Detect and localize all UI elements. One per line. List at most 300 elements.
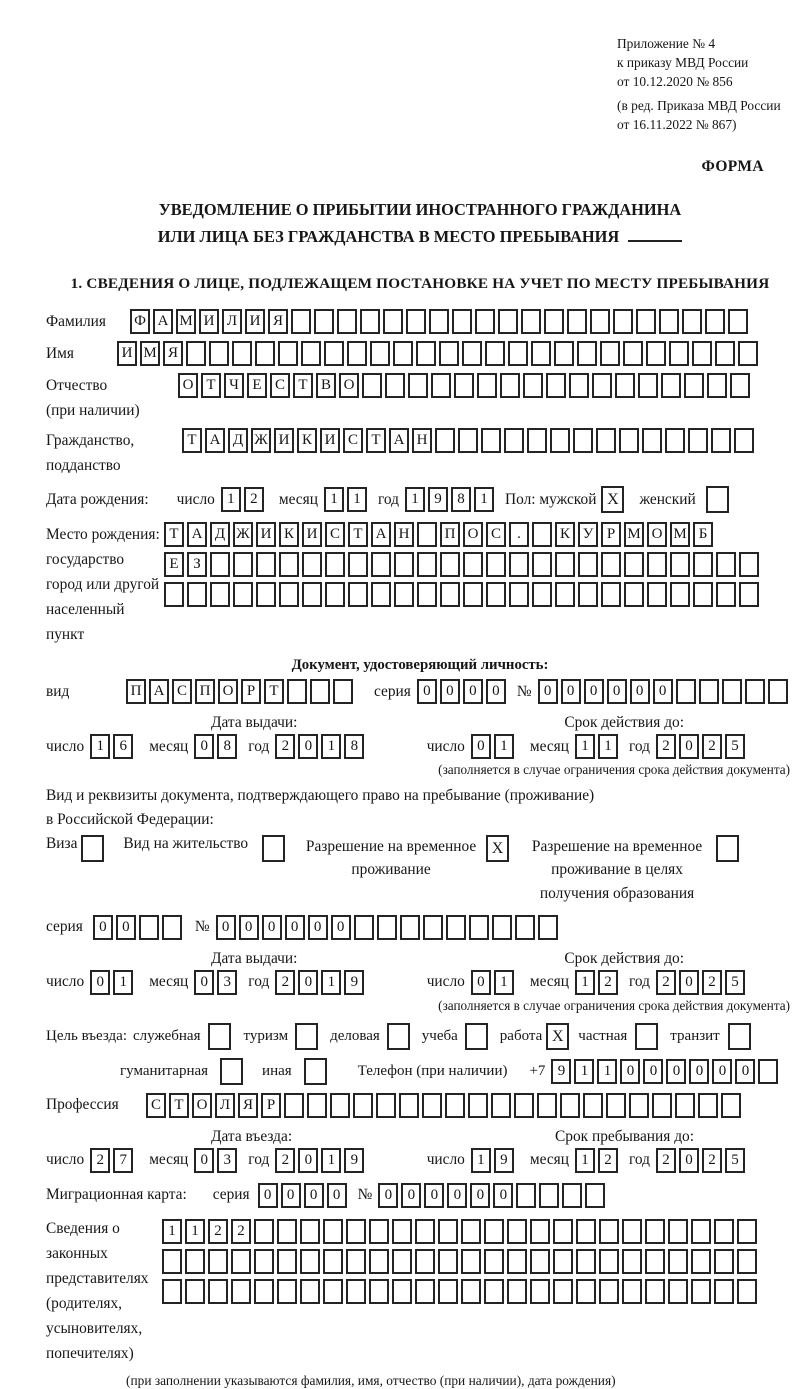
char-box[interactable]: Д (228, 428, 248, 453)
char-box[interactable] (369, 1219, 389, 1244)
char-box[interactable]: 1 (494, 734, 514, 759)
char-box[interactable]: А (153, 309, 173, 334)
char-box[interactable]: 2 (702, 734, 722, 759)
char-box[interactable] (492, 915, 512, 940)
char-box[interactable]: 0 (239, 915, 259, 940)
char-box[interactable]: 2 (244, 487, 264, 512)
char-box[interactable] (475, 309, 495, 334)
char-box[interactable]: 1 (575, 970, 595, 995)
char-box[interactable] (431, 373, 451, 398)
char-box[interactable] (463, 582, 483, 607)
char-box[interactable]: О (463, 522, 483, 547)
char-box[interactable]: 2 (208, 1219, 228, 1244)
char-box[interactable] (692, 341, 712, 366)
char-box[interactable] (337, 309, 357, 334)
char-box[interactable] (323, 1249, 343, 1274)
char-box[interactable]: 2 (275, 970, 295, 995)
char-box[interactable]: 1 (471, 1148, 491, 1173)
char-box[interactable] (645, 1219, 665, 1244)
char-box[interactable] (514, 1093, 534, 1118)
char-box[interactable] (139, 915, 159, 940)
char-box[interactable] (728, 309, 748, 334)
char-box[interactable] (659, 309, 679, 334)
char-box[interactable] (162, 1279, 182, 1304)
char-box[interactable] (599, 1219, 619, 1244)
char-box[interactable] (537, 1093, 557, 1118)
char-box[interactable] (385, 373, 405, 398)
char-box[interactable] (691, 1249, 711, 1274)
char-box[interactable]: М (624, 522, 644, 547)
char-box[interactable] (670, 582, 690, 607)
char-box[interactable] (186, 341, 206, 366)
char-box[interactable] (408, 373, 428, 398)
char-box[interactable] (745, 679, 765, 704)
char-box[interactable]: Т (264, 679, 284, 704)
char-box[interactable]: С (172, 679, 192, 704)
char-box[interactable]: 1 (221, 487, 241, 512)
char-box[interactable]: 2 (275, 1148, 295, 1173)
char-box[interactable] (739, 552, 759, 577)
char-box[interactable] (737, 1219, 757, 1244)
char-box[interactable] (636, 309, 656, 334)
char-box[interactable] (422, 1093, 442, 1118)
char-box[interactable]: 1 (321, 734, 341, 759)
char-box[interactable]: Р (601, 522, 621, 547)
char-box[interactable] (387, 1023, 410, 1050)
char-box[interactable] (162, 1249, 182, 1274)
char-box[interactable]: 0 (308, 915, 328, 940)
char-box[interactable] (278, 341, 298, 366)
char-box[interactable] (302, 552, 322, 577)
char-box[interactable] (333, 679, 353, 704)
char-box[interactable]: 0 (298, 970, 318, 995)
char-box[interactable] (461, 1219, 481, 1244)
char-box[interactable]: 0 (90, 970, 110, 995)
char-box[interactable] (469, 915, 489, 940)
char-box[interactable]: Т (366, 428, 386, 453)
char-box[interactable]: З (187, 552, 207, 577)
char-box[interactable]: О (178, 373, 198, 398)
char-box[interactable] (277, 1279, 297, 1304)
char-box[interactable]: 1 (597, 1059, 617, 1084)
char-box[interactable]: 0 (653, 679, 673, 704)
char-box[interactable]: П (195, 679, 215, 704)
char-box[interactable] (307, 1093, 327, 1118)
char-box[interactable] (706, 486, 729, 513)
char-box[interactable] (623, 341, 643, 366)
char-box[interactable] (507, 1219, 527, 1244)
char-box[interactable] (523, 373, 543, 398)
char-box[interactable] (578, 552, 598, 577)
char-box[interactable] (516, 1183, 536, 1208)
char-box[interactable]: . (509, 522, 529, 547)
char-box[interactable] (440, 582, 460, 607)
char-box[interactable]: Н (394, 522, 414, 547)
char-box[interactable] (699, 679, 719, 704)
char-box[interactable] (716, 552, 736, 577)
char-box[interactable]: П (126, 679, 146, 704)
char-box[interactable] (714, 1249, 734, 1274)
char-box[interactable] (599, 1249, 619, 1274)
char-box[interactable] (302, 582, 322, 607)
char-box[interactable] (210, 552, 230, 577)
char-box[interactable] (162, 915, 182, 940)
char-box[interactable] (642, 428, 662, 453)
char-box[interactable]: 0 (620, 1059, 640, 1084)
char-box[interactable] (578, 582, 598, 607)
char-box[interactable]: 0 (486, 679, 506, 704)
char-box[interactable] (210, 582, 230, 607)
char-box[interactable]: Н (412, 428, 432, 453)
char-box[interactable] (635, 1023, 658, 1050)
char-box[interactable]: Д (210, 522, 230, 547)
char-box[interactable]: К (297, 428, 317, 453)
char-box[interactable]: К (279, 522, 299, 547)
char-box[interactable] (393, 341, 413, 366)
char-box[interactable]: 1 (575, 734, 595, 759)
char-box[interactable] (233, 582, 253, 607)
char-box[interactable] (377, 915, 397, 940)
char-box[interactable] (606, 1093, 626, 1118)
char-box[interactable] (669, 341, 689, 366)
char-box[interactable] (758, 1059, 778, 1084)
char-box[interactable]: Я (268, 309, 288, 334)
char-box[interactable] (583, 1093, 603, 1118)
char-box[interactable] (668, 1279, 688, 1304)
char-box[interactable] (569, 373, 589, 398)
char-box[interactable] (392, 1219, 412, 1244)
char-box[interactable] (461, 1249, 481, 1274)
char-box[interactable]: Е (247, 373, 267, 398)
char-box[interactable]: А (187, 522, 207, 547)
char-box[interactable]: 0 (471, 734, 491, 759)
char-box[interactable] (417, 552, 437, 577)
char-box[interactable]: 0 (679, 734, 699, 759)
char-box[interactable]: 9 (428, 487, 448, 512)
char-box[interactable]: 1 (494, 970, 514, 995)
char-box[interactable] (665, 428, 685, 453)
char-box[interactable] (596, 428, 616, 453)
char-box[interactable] (477, 373, 497, 398)
char-box[interactable] (521, 309, 541, 334)
char-box[interactable] (530, 1219, 550, 1244)
char-box[interactable]: 5 (725, 970, 745, 995)
char-box[interactable]: В (316, 373, 336, 398)
char-box[interactable] (500, 373, 520, 398)
char-box[interactable]: Т (182, 428, 202, 453)
char-box[interactable]: 0 (679, 1148, 699, 1173)
char-box[interactable] (371, 582, 391, 607)
char-box[interactable]: 9 (344, 970, 364, 995)
char-box[interactable] (347, 341, 367, 366)
char-box[interactable] (622, 1279, 642, 1304)
char-box[interactable]: Ж (233, 522, 253, 547)
char-box[interactable]: X (601, 486, 624, 513)
char-box[interactable]: М (140, 341, 160, 366)
char-box[interactable] (417, 522, 437, 547)
char-box[interactable] (484, 1219, 504, 1244)
char-box[interactable]: 0 (331, 915, 351, 940)
char-box[interactable]: 1 (598, 734, 618, 759)
char-box[interactable] (369, 1279, 389, 1304)
char-box[interactable]: 1 (324, 487, 344, 512)
char-box[interactable]: 1 (347, 487, 367, 512)
char-box[interactable] (555, 582, 575, 607)
char-box[interactable] (553, 1219, 573, 1244)
char-box[interactable] (323, 1219, 343, 1244)
char-box[interactable]: 8 (217, 734, 237, 759)
char-box[interactable]: О (218, 679, 238, 704)
char-box[interactable] (325, 552, 345, 577)
char-box[interactable] (531, 341, 551, 366)
char-box[interactable]: 0 (471, 970, 491, 995)
char-box[interactable] (647, 552, 667, 577)
char-box[interactable] (661, 373, 681, 398)
char-box[interactable] (300, 1219, 320, 1244)
char-box[interactable]: П (440, 522, 460, 547)
char-box[interactable]: О (339, 373, 359, 398)
char-box[interactable] (629, 1093, 649, 1118)
char-box[interactable]: Е (164, 552, 184, 577)
char-box[interactable] (509, 552, 529, 577)
char-box[interactable]: 0 (298, 1148, 318, 1173)
char-box[interactable] (208, 1249, 228, 1274)
char-box[interactable]: Я (163, 341, 183, 366)
char-box[interactable]: 9 (551, 1059, 571, 1084)
char-box[interactable]: Р (261, 1093, 281, 1118)
char-box[interactable] (698, 1093, 718, 1118)
char-box[interactable]: 2 (702, 1148, 722, 1173)
char-box[interactable] (256, 552, 276, 577)
char-box[interactable] (485, 341, 505, 366)
char-box[interactable] (530, 1279, 550, 1304)
char-box[interactable] (508, 341, 528, 366)
char-box[interactable] (81, 835, 104, 862)
char-box[interactable] (507, 1249, 527, 1274)
char-box[interactable] (532, 522, 552, 547)
char-box[interactable] (287, 679, 307, 704)
char-box[interactable]: Л (215, 1093, 235, 1118)
char-box[interactable] (417, 582, 437, 607)
char-box[interactable] (465, 1023, 488, 1050)
char-box[interactable] (256, 582, 276, 607)
char-box[interactable] (360, 309, 380, 334)
char-box[interactable] (300, 1249, 320, 1274)
char-box[interactable]: С (343, 428, 363, 453)
char-box[interactable] (400, 915, 420, 940)
char-box[interactable] (567, 309, 587, 334)
char-box[interactable]: X (546, 1023, 569, 1050)
char-box[interactable] (668, 1249, 688, 1274)
char-box[interactable]: О (647, 522, 667, 547)
char-box[interactable]: М (176, 309, 196, 334)
char-box[interactable] (376, 1093, 396, 1118)
char-box[interactable] (325, 582, 345, 607)
char-box[interactable] (435, 428, 455, 453)
char-box[interactable]: 2 (275, 734, 295, 759)
char-box[interactable]: 0 (258, 1183, 278, 1208)
char-box[interactable]: А (205, 428, 225, 453)
char-box[interactable] (615, 373, 635, 398)
char-box[interactable]: Р (241, 679, 261, 704)
char-box[interactable] (693, 582, 713, 607)
char-box[interactable] (323, 1279, 343, 1304)
char-box[interactable]: А (149, 679, 169, 704)
char-box[interactable] (599, 1279, 619, 1304)
char-box[interactable]: К (555, 522, 575, 547)
char-box[interactable]: 0 (643, 1059, 663, 1084)
char-box[interactable]: Ф (130, 309, 150, 334)
char-box[interactable] (550, 428, 570, 453)
char-box[interactable] (362, 373, 382, 398)
char-box[interactable] (461, 1279, 481, 1304)
char-box[interactable]: 8 (451, 487, 471, 512)
char-box[interactable]: У (578, 522, 598, 547)
char-box[interactable]: Я (238, 1093, 258, 1118)
char-box[interactable] (738, 341, 758, 366)
char-box[interactable]: 1 (321, 970, 341, 995)
char-box[interactable] (348, 552, 368, 577)
char-box[interactable] (439, 341, 459, 366)
char-box[interactable] (438, 1249, 458, 1274)
char-box[interactable] (348, 582, 368, 607)
char-box[interactable] (600, 341, 620, 366)
char-box[interactable] (737, 1279, 757, 1304)
char-box[interactable] (688, 428, 708, 453)
char-box[interactable] (423, 915, 443, 940)
char-box[interactable] (458, 428, 478, 453)
char-box[interactable] (691, 1279, 711, 1304)
char-box[interactable]: И (320, 428, 340, 453)
char-box[interactable]: 0 (298, 734, 318, 759)
char-box[interactable] (544, 309, 564, 334)
char-box[interactable] (354, 915, 374, 940)
char-box[interactable] (486, 552, 506, 577)
char-box[interactable] (646, 341, 666, 366)
char-box[interactable] (209, 341, 229, 366)
char-box[interactable] (446, 915, 466, 940)
char-box[interactable] (438, 1219, 458, 1244)
char-box[interactable] (429, 309, 449, 334)
char-box[interactable] (371, 552, 391, 577)
char-box[interactable] (324, 341, 344, 366)
char-box[interactable]: 0 (194, 1148, 214, 1173)
char-box[interactable] (711, 428, 731, 453)
char-box[interactable]: И (199, 309, 219, 334)
char-box[interactable] (507, 1279, 527, 1304)
char-box[interactable]: О (192, 1093, 212, 1118)
char-box[interactable] (255, 341, 275, 366)
char-box[interactable] (346, 1279, 366, 1304)
char-box[interactable]: 0 (401, 1183, 421, 1208)
char-box[interactable]: 0 (281, 1183, 301, 1208)
char-box[interactable] (553, 1249, 573, 1274)
char-box[interactable]: Т (169, 1093, 189, 1118)
char-box[interactable]: 0 (285, 915, 305, 940)
char-box[interactable] (613, 309, 633, 334)
char-box[interactable] (546, 373, 566, 398)
char-box[interactable]: 8 (344, 734, 364, 759)
char-box[interactable] (670, 552, 690, 577)
char-box[interactable]: 5 (725, 1148, 745, 1173)
char-box[interactable]: 1 (474, 487, 494, 512)
char-box[interactable] (208, 1023, 231, 1050)
char-box[interactable] (715, 341, 735, 366)
char-box[interactable] (452, 309, 472, 334)
char-box[interactable]: 0 (304, 1183, 324, 1208)
char-box[interactable]: Т (293, 373, 313, 398)
char-box[interactable] (284, 1093, 304, 1118)
char-box[interactable] (538, 915, 558, 940)
char-box[interactable]: 0 (417, 679, 437, 704)
char-box[interactable] (576, 1249, 596, 1274)
char-box[interactable] (707, 373, 727, 398)
char-box[interactable] (682, 309, 702, 334)
char-box[interactable] (619, 428, 639, 453)
char-box[interactable] (394, 582, 414, 607)
char-box[interactable] (399, 1093, 419, 1118)
char-box[interactable]: И (274, 428, 294, 453)
char-box[interactable] (592, 373, 612, 398)
char-box[interactable] (394, 552, 414, 577)
char-box[interactable]: 0 (194, 970, 214, 995)
char-box[interactable] (301, 341, 321, 366)
char-box[interactable] (233, 552, 253, 577)
char-box[interactable]: 1 (90, 734, 110, 759)
char-box[interactable]: Ж (251, 428, 271, 453)
char-box[interactable] (730, 373, 750, 398)
char-box[interactable] (601, 552, 621, 577)
char-box[interactable]: 1 (405, 487, 425, 512)
char-box[interactable] (185, 1279, 205, 1304)
char-box[interactable]: 0 (440, 679, 460, 704)
char-box[interactable]: 0 (470, 1183, 490, 1208)
char-box[interactable] (310, 679, 330, 704)
char-box[interactable]: 0 (424, 1183, 444, 1208)
char-box[interactable] (716, 582, 736, 607)
char-box[interactable] (576, 1219, 596, 1244)
char-box[interactable] (668, 1219, 688, 1244)
char-box[interactable]: Ч (224, 373, 244, 398)
char-box[interactable] (300, 1279, 320, 1304)
char-box[interactable] (220, 1058, 243, 1085)
char-box[interactable] (454, 373, 474, 398)
char-box[interactable] (185, 1249, 205, 1274)
char-box[interactable] (622, 1249, 642, 1274)
char-box[interactable] (647, 582, 667, 607)
char-box[interactable] (532, 582, 552, 607)
char-box[interactable]: 0 (327, 1183, 347, 1208)
char-box[interactable] (463, 552, 483, 577)
char-box[interactable] (684, 373, 704, 398)
char-box[interactable] (675, 1093, 695, 1118)
char-box[interactable]: 0 (666, 1059, 686, 1084)
char-box[interactable]: 1 (185, 1219, 205, 1244)
char-box[interactable] (624, 552, 644, 577)
char-box[interactable]: С (325, 522, 345, 547)
char-box[interactable] (553, 1279, 573, 1304)
char-box[interactable] (576, 1279, 596, 1304)
char-box[interactable] (705, 309, 725, 334)
char-box[interactable] (554, 341, 574, 366)
char-box[interactable] (560, 1093, 580, 1118)
char-box[interactable] (254, 1249, 274, 1274)
char-box[interactable] (624, 582, 644, 607)
char-box[interactable]: И (117, 341, 137, 366)
char-box[interactable] (392, 1279, 412, 1304)
char-box[interactable]: А (389, 428, 409, 453)
char-box[interactable] (739, 582, 759, 607)
